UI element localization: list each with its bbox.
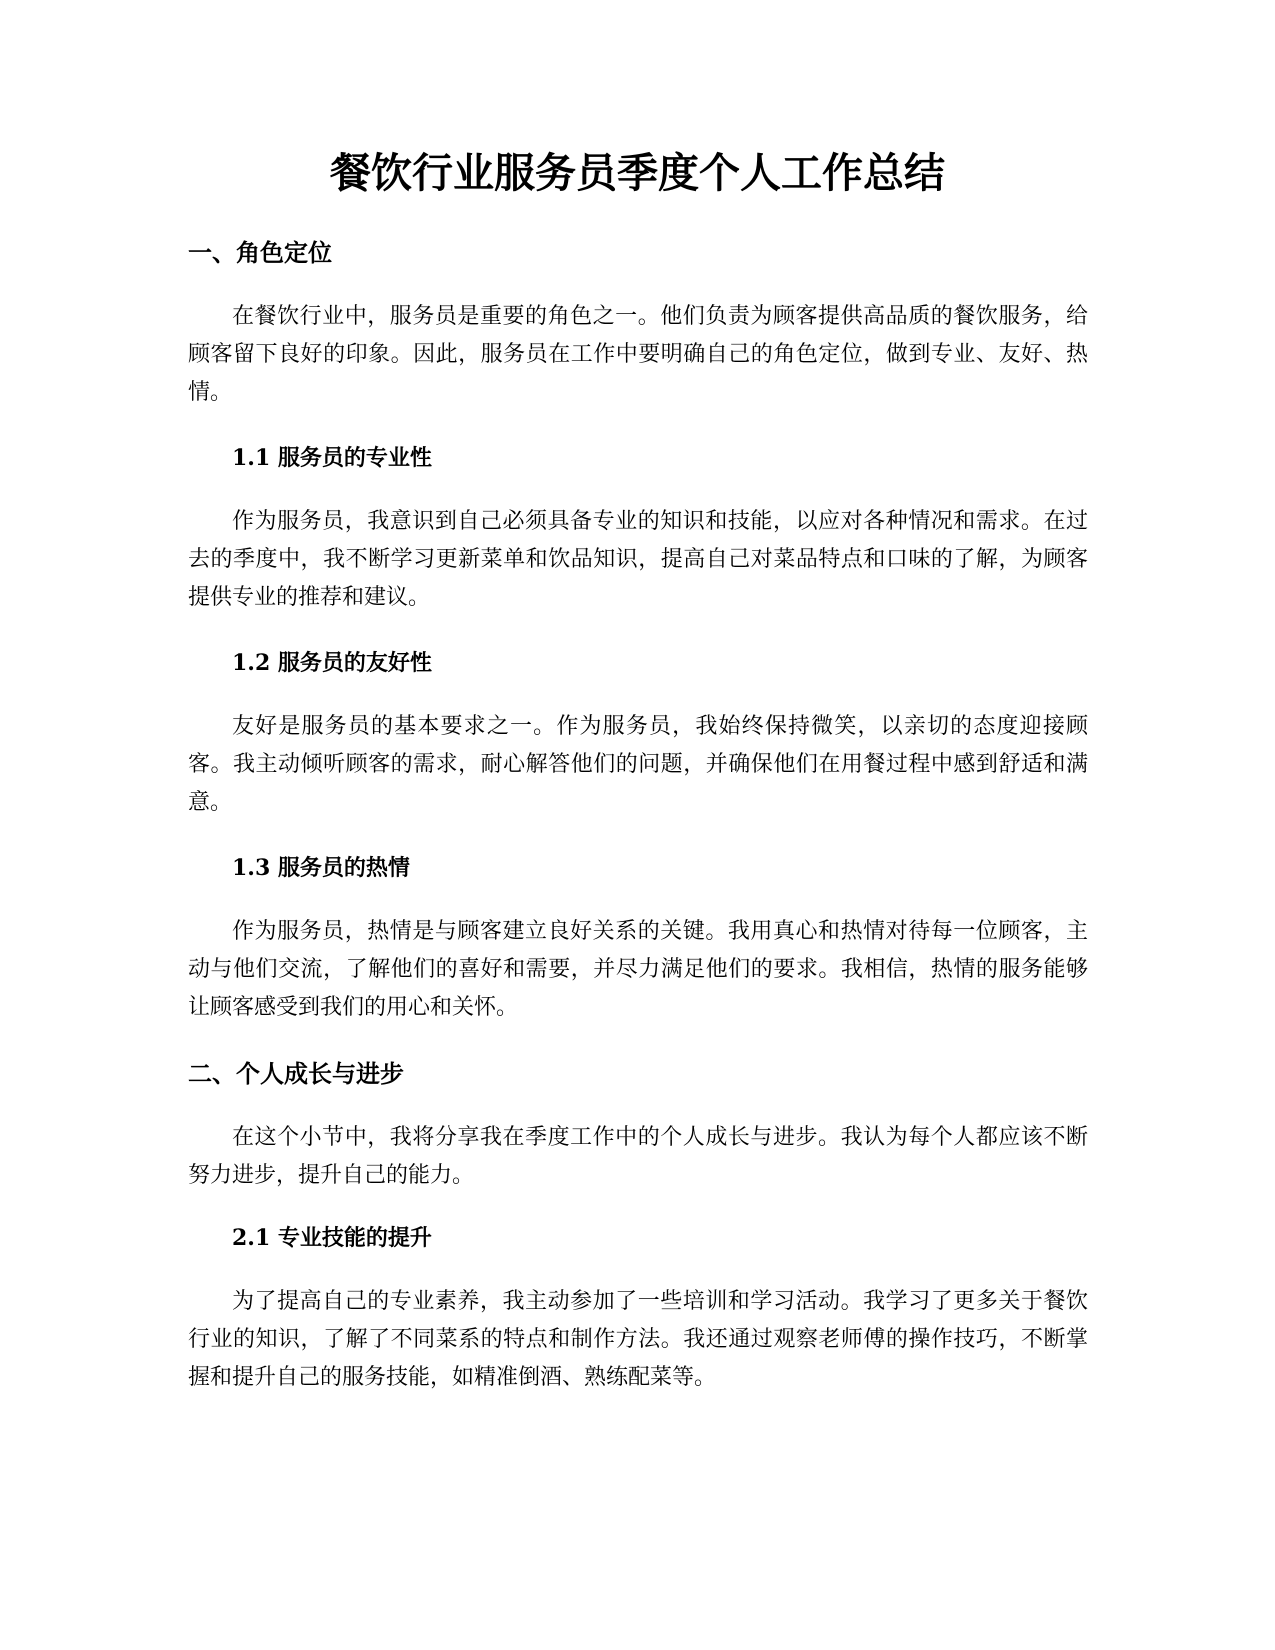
section-heading-growth: 二、个人成长与进步 <box>188 1060 404 1088</box>
paragraph-friendliness: 友好是服务员的基本要求之一。作为服务员，我始终保持微笑，以亲切的态度迎接顾客。我主动倾听顾客的需求，耐心解答他们的问题，并确保他们在用餐过程中感到舒适和满意。 <box>188 714 1088 815</box>
paragraph-professionalism: 作为服务员，我意识到自己必须具备专业的知识和技能，以应对各种情况和需求。在过去的季度中，我不断学习更新菜单和饮品知识，提高自己对菜品特点和口味的了解，为顾客提供专业的推荐和建议。 <box>188 509 1088 610</box>
paragraph-skill-improvement: 为了提高自己的专业素养，我主动参加了一些培训和学习活动。我学习了更多关于餐饮行业的知识，了解了不同菜系的特点和制作方法。我还通过观察老师傅的操作技巧，不断掌握和提升自己的服务技能，如精准倒酒、熟练配菜等。 <box>188 1289 1088 1390</box>
subheading-skill-improvement: 2.1 专业技能的提升 <box>232 1225 432 1251</box>
subheading-enthusiasm: 1.3 服务员的热情 <box>232 855 410 881</box>
section-heading-role: 一、角色定位 <box>188 239 332 267</box>
document-title: 餐饮行业服务员季度个人工作总结 <box>330 149 945 197</box>
paragraph-role-intro: 在餐饮行业中，服务员是重要的角色之一。他们负责为顾客提供高品质的餐饮服务，给顾客留下良好的印象。因此，服务员在工作中要明确自己的角色定位，做到专业、友好、热情。 <box>188 304 1088 405</box>
paragraph-enthusiasm: 作为服务员，热情是与顾客建立良好关系的关键。我用真心和热情对待每一位顾客，主动与他们交流，了解他们的喜好和需要，并尽力满足他们的要求。我相信，热情的服务能够让顾客感受到我们的用心和关怀。 <box>188 919 1088 1020</box>
subheading-friendliness: 1.2 服务员的友好性 <box>232 650 432 676</box>
subheading-professionalism: 1.1 服务员的专业性 <box>232 445 432 471</box>
paragraph-growth-intro: 在这个小节中，我将分享我在季度工作中的个人成长与进步。我认为每个人都应该不断努力进步，提升自己的能力。 <box>188 1125 1088 1188</box>
